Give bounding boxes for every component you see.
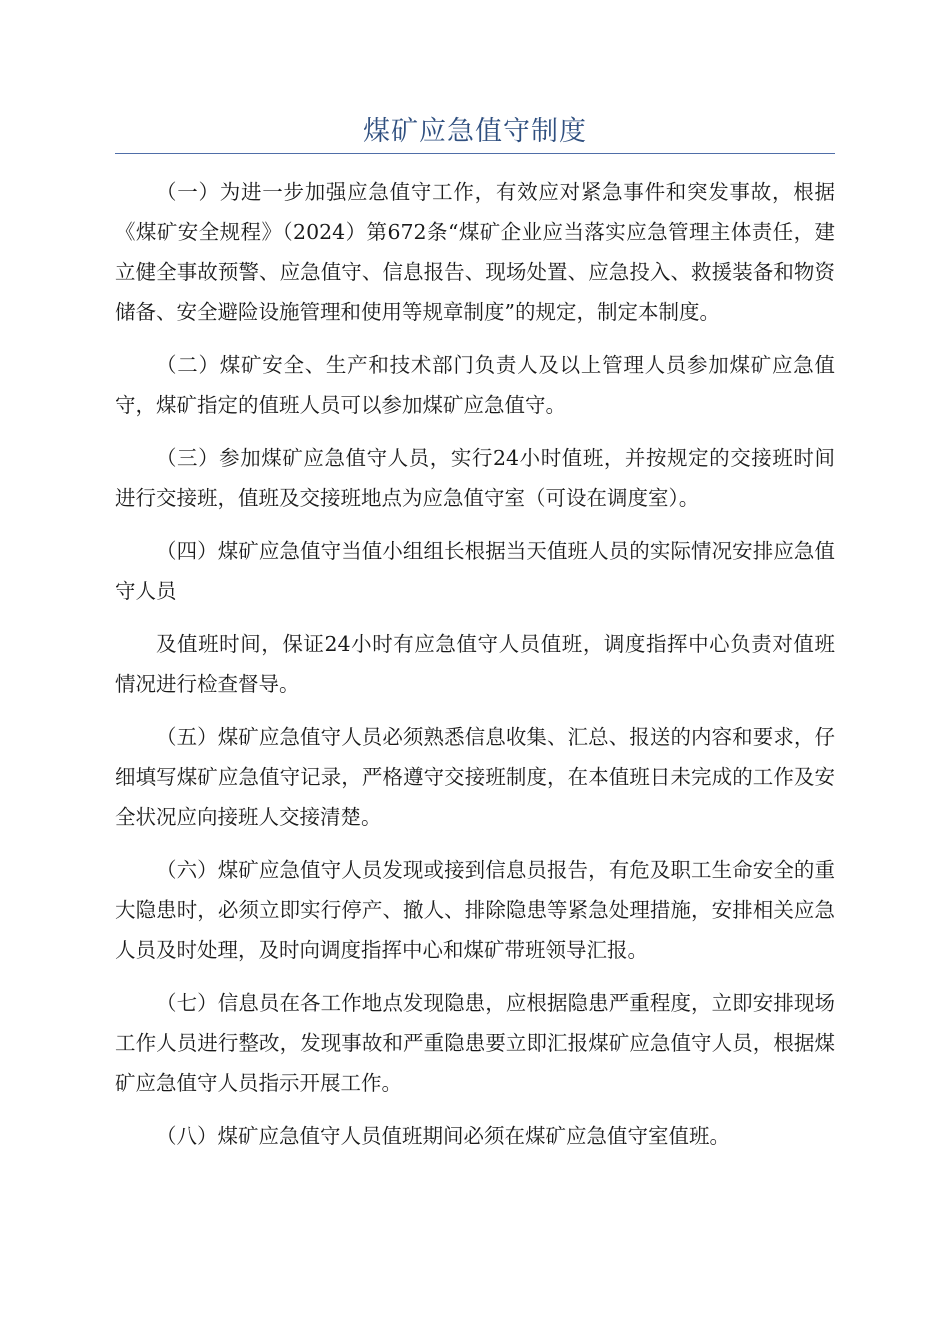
- paragraph-4: （四）煤矿应急值守当值小组组长根据当天值班人员的实际情况安排应急值守人员: [115, 539, 835, 603]
- document-title: 煤矿应急值守制度: [363, 116, 587, 147]
- document-body: [115, 172, 835, 1169]
- paragraph-6: （六）煤矿应急值守人员发现或接到信息员报告，有危及职工生命安全的重大隐患时，必须立即实行停产、撤人、排除隐患等紧急处理措施，安排相关应急人员及时处理，及时向调度指挥中心和煤矿带班领导汇报。: [115, 858, 835, 962]
- paragraph-5: （五）煤矿应急值守人员必须熟悉信息收集、汇总、报送的内容和要求，仔细填写煤矿应急值守记录，严格遵守交接班制度，在本值班日未完成的工作及安全状况应向接班人交接清楚。: [115, 725, 835, 829]
- paragraph-3: （三）参加煤矿应急值守人员，实行24小时值班，并按规定的交接班时间进行交接班，值班及交接班地点为应急值守室（可设在调度室）。: [115, 446, 835, 510]
- paragraph-4-continued: 及值班时间，保证24小时有应急值守人员值班，调度指挥中心负责对值班情况进行检查督导。: [115, 632, 835, 696]
- paragraph-8: （八）煤矿应急值守人员值班期间必须在煤矿应急值守室值班。: [156, 1124, 730, 1148]
- paragraph-1: （一）为进一步加强应急值守工作，有效应对紧急事件和突发事故，根据《煤矿安全规程》（2024）第672条“煤矿企业应当落实应急管理主体责任，建立健全事故预警、应急值守、信息报告、现场处置、应急投入、救援装备和物资储备、安全避险设施管理和使用等规章制度”的规定，制定本制度。: [115, 180, 835, 324]
- paragraph-2: （二）煤矿安全、生产和技术部门负责人及以上管理人员参加煤矿应急值守，煤矿指定的值班人员可以参加煤矿应急值守。: [115, 353, 835, 417]
- paragraph-7: （七）信息员在各工作地点发现隐患，应根据隐患严重程度，立即安排现场工作人员进行整改，发现事故和严重隐患要立即汇报煤矿应急值守人员，根据煤矿应急值守人员指示开展工作。: [115, 991, 835, 1095]
- title-underline: [115, 153, 835, 154]
